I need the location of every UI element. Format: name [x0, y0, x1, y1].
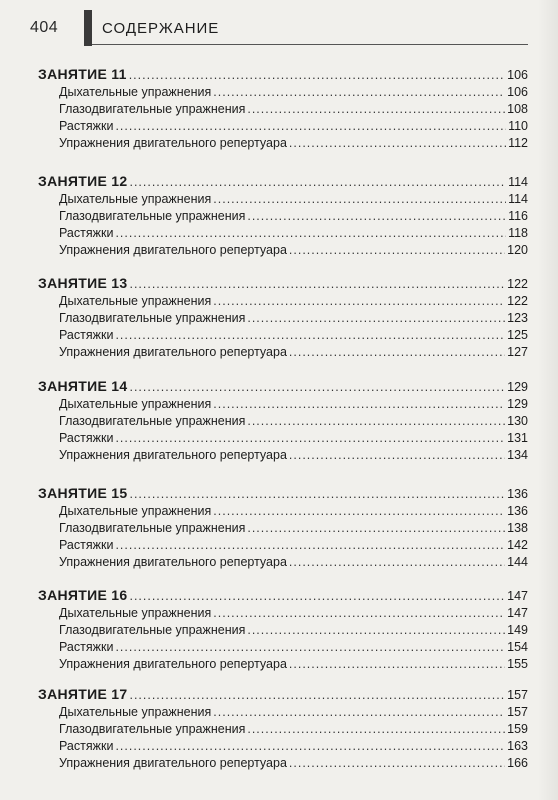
dot-leader	[129, 68, 505, 82]
dot-leader	[115, 431, 505, 445]
toc-page-number: 163	[507, 739, 528, 753]
toc-entry-label: Упражнения двигательного репертуара	[59, 555, 287, 569]
toc-page-number: 108	[507, 102, 528, 116]
toc-page-number: 106	[507, 85, 528, 99]
toc-page-number: 116	[508, 209, 528, 223]
dot-leader	[213, 192, 506, 206]
toc-page-number: 136	[507, 487, 528, 501]
dot-leader	[247, 102, 505, 116]
toc-entry-label: Дыхательные упражнения	[59, 294, 212, 308]
toc-entry-label: Глазодвигательные упражнения	[59, 722, 246, 736]
dot-leader	[115, 739, 505, 753]
toc-page-number: 157	[507, 705, 528, 719]
toc-entry[interactable]	[38, 538, 528, 555]
toc-page-number: 136	[507, 504, 528, 518]
toc-entry-label: Дыхательные упражнения	[59, 504, 212, 518]
toc-entry[interactable]	[38, 504, 528, 521]
toc-section-lesson-14	[38, 378, 528, 465]
dot-leader	[289, 243, 505, 257]
toc-entry-label: Дыхательные упражнения	[59, 606, 212, 620]
toc-entry-label: Упражнения двигательного репертуара	[59, 756, 287, 770]
dot-leader	[129, 487, 505, 501]
dot-leader	[289, 555, 505, 569]
dot-leader	[129, 277, 505, 291]
toc-heading-row[interactable]	[38, 378, 528, 397]
toc-entry[interactable]	[38, 119, 528, 136]
toc-entry[interactable]	[38, 397, 528, 414]
toc-page-number: 142	[507, 538, 528, 552]
toc-entry[interactable]	[38, 705, 528, 722]
toc-entry[interactable]	[38, 345, 528, 362]
dot-leader	[129, 175, 506, 189]
dot-leader	[115, 328, 505, 342]
dot-leader	[115, 538, 505, 552]
toc-heading-title: ЗАНЯТИЕ 13	[38, 275, 128, 291]
toc-entry-label: Глазодвигательные упражнения	[59, 521, 246, 535]
toc-page-number: 134	[507, 448, 528, 462]
toc-entry-label: Растяжки	[59, 538, 114, 552]
toc-page-number: 110	[508, 119, 528, 133]
toc-entry[interactable]	[38, 226, 528, 243]
toc-entry[interactable]	[38, 311, 528, 328]
toc-page-number: 129	[507, 397, 528, 411]
dot-leader	[247, 414, 505, 428]
dot-leader	[247, 623, 505, 637]
dot-leader	[129, 688, 505, 702]
toc-entry[interactable]	[38, 102, 528, 119]
toc-heading-row[interactable]	[38, 485, 528, 504]
toc-page-number: 114	[508, 175, 528, 189]
toc-entry-label: Глазодвигательные упражнения	[59, 414, 246, 428]
toc-heading-title: ЗАНЯТИЕ 12	[38, 173, 128, 189]
toc-section-lesson-15	[38, 485, 528, 572]
dot-leader	[213, 504, 505, 518]
page-header	[0, 0, 558, 46]
toc-entry[interactable]	[38, 243, 528, 260]
toc-page-number: 147	[507, 606, 528, 620]
toc-heading-row[interactable]	[38, 686, 528, 705]
toc-page-number: 147	[507, 589, 528, 603]
dot-leader	[247, 722, 505, 736]
toc-page-number: 138	[507, 521, 528, 535]
toc-entry[interactable]	[38, 722, 528, 739]
toc-page-number: 122	[507, 277, 528, 291]
toc-entry-label: Дыхательные упражнения	[59, 85, 212, 99]
toc-entry[interactable]	[38, 136, 528, 153]
toc-page-number: 127	[507, 345, 528, 359]
dot-leader	[213, 606, 505, 620]
header-divider-bar	[84, 10, 92, 46]
toc-page-number: 118	[508, 226, 528, 240]
dot-leader	[213, 294, 505, 308]
toc-page-number: 120	[507, 243, 528, 257]
toc-entry[interactable]	[38, 606, 528, 623]
dot-leader	[213, 705, 505, 719]
dot-leader	[289, 136, 506, 150]
dot-leader	[289, 345, 505, 359]
toc-entry-label: Упражнения двигательного репертуара	[59, 136, 287, 150]
dot-leader	[247, 209, 506, 223]
toc-page-number: 154	[507, 640, 528, 654]
toc-entry[interactable]	[38, 192, 528, 209]
toc-heading-row[interactable]	[38, 587, 528, 606]
toc-page-number: 149	[507, 623, 528, 637]
toc-heading-title: ЗАНЯТИЕ 14	[38, 378, 128, 394]
dot-leader	[115, 640, 505, 654]
dot-leader	[115, 119, 506, 133]
toc-entry-label: Упражнения двигательного репертуара	[59, 243, 287, 257]
toc-heading-row[interactable]	[38, 66, 528, 85]
toc-section-lesson-13	[38, 275, 528, 362]
toc-entry[interactable]	[38, 521, 528, 538]
toc-entry[interactable]	[38, 431, 528, 448]
dot-leader	[289, 657, 505, 671]
toc-page-number: 159	[507, 722, 528, 736]
toc-page-number: 112	[508, 136, 528, 150]
toc-entry-label: Глазодвигательные упражнения	[59, 209, 246, 223]
toc-heading-row[interactable]	[38, 173, 528, 192]
toc-entry-label: Упражнения двигательного репертуара	[59, 345, 287, 359]
toc-entry-label: Глазодвигательные упражнения	[59, 102, 246, 116]
toc-entry-label: Упражнения двигательного репертуара	[59, 448, 287, 462]
toc-section-lesson-11	[38, 66, 528, 153]
toc-entry-label: Дыхательные упражнения	[59, 705, 212, 719]
toc-entry-label: Глазодвигательные упражнения	[59, 311, 246, 325]
toc-entry-label: Глазодвигательные упражнения	[59, 623, 246, 637]
toc-entry-label: Растяжки	[59, 640, 114, 654]
toc-entry-label: Растяжки	[59, 431, 114, 445]
toc-entry[interactable]	[38, 640, 528, 657]
toc-page-number: 130	[507, 414, 528, 428]
page-edge-shadow	[538, 0, 558, 800]
header-rule	[92, 44, 528, 45]
dot-leader	[213, 397, 505, 411]
toc-entry[interactable]	[38, 85, 528, 102]
toc-heading-title: ЗАНЯТИЕ 15	[38, 485, 128, 501]
toc-entry-label: Растяжки	[59, 226, 114, 240]
toc-entry[interactable]	[38, 209, 528, 226]
toc-page-number: 122	[507, 294, 528, 308]
toc-entry-label: Дыхательные упражнения	[59, 397, 212, 411]
toc-entry-label: Растяжки	[59, 119, 114, 133]
toc-entry-label: Дыхательные упражнения	[59, 192, 212, 206]
toc-page-number: 125	[507, 328, 528, 342]
dot-leader	[247, 521, 505, 535]
toc-page-number: 155	[507, 657, 528, 671]
page-number: 404	[30, 19, 59, 36]
dot-leader	[115, 226, 506, 240]
toc-section-lesson-16	[38, 587, 528, 674]
toc-heading-title: ЗАНЯТИЕ 16	[38, 587, 128, 603]
toc-entry[interactable]	[38, 414, 528, 431]
toc-entry-label: Растяжки	[59, 328, 114, 342]
dot-leader	[289, 448, 505, 462]
toc-entry[interactable]	[38, 328, 528, 345]
dot-leader	[213, 85, 505, 99]
dot-leader	[289, 756, 505, 770]
page-title: СОДЕРЖАНИЕ	[102, 20, 220, 37]
toc-page-number: 114	[508, 192, 528, 206]
dot-leader	[129, 380, 505, 394]
toc-page-number: 106	[507, 68, 528, 82]
toc-entry[interactable]	[38, 739, 528, 756]
toc-entry-label: Растяжки	[59, 739, 114, 753]
toc-entry[interactable]	[38, 623, 528, 640]
toc-page-number: 131	[507, 431, 528, 445]
toc-page-number: 129	[507, 380, 528, 394]
toc-page-number: 123	[507, 311, 528, 325]
toc-entry[interactable]	[38, 555, 528, 572]
dot-leader	[247, 311, 505, 325]
toc-page-number: 166	[507, 756, 528, 770]
toc-entry[interactable]	[38, 756, 528, 773]
toc-entry[interactable]	[38, 448, 528, 465]
toc-heading-row[interactable]	[38, 275, 528, 294]
toc-entry[interactable]	[38, 657, 528, 674]
toc-section-lesson-12	[38, 173, 528, 260]
toc-entry-label: Упражнения двигательного репертуара	[59, 657, 287, 671]
toc-page-number: 157	[507, 688, 528, 702]
toc-page-number: 144	[507, 555, 528, 569]
toc-heading-title: ЗАНЯТИЕ 11	[38, 66, 127, 82]
toc-section-lesson-17	[38, 686, 528, 773]
toc-entry[interactable]	[38, 294, 528, 311]
dot-leader	[129, 589, 505, 603]
toc-heading-title: ЗАНЯТИЕ 17	[38, 686, 128, 702]
